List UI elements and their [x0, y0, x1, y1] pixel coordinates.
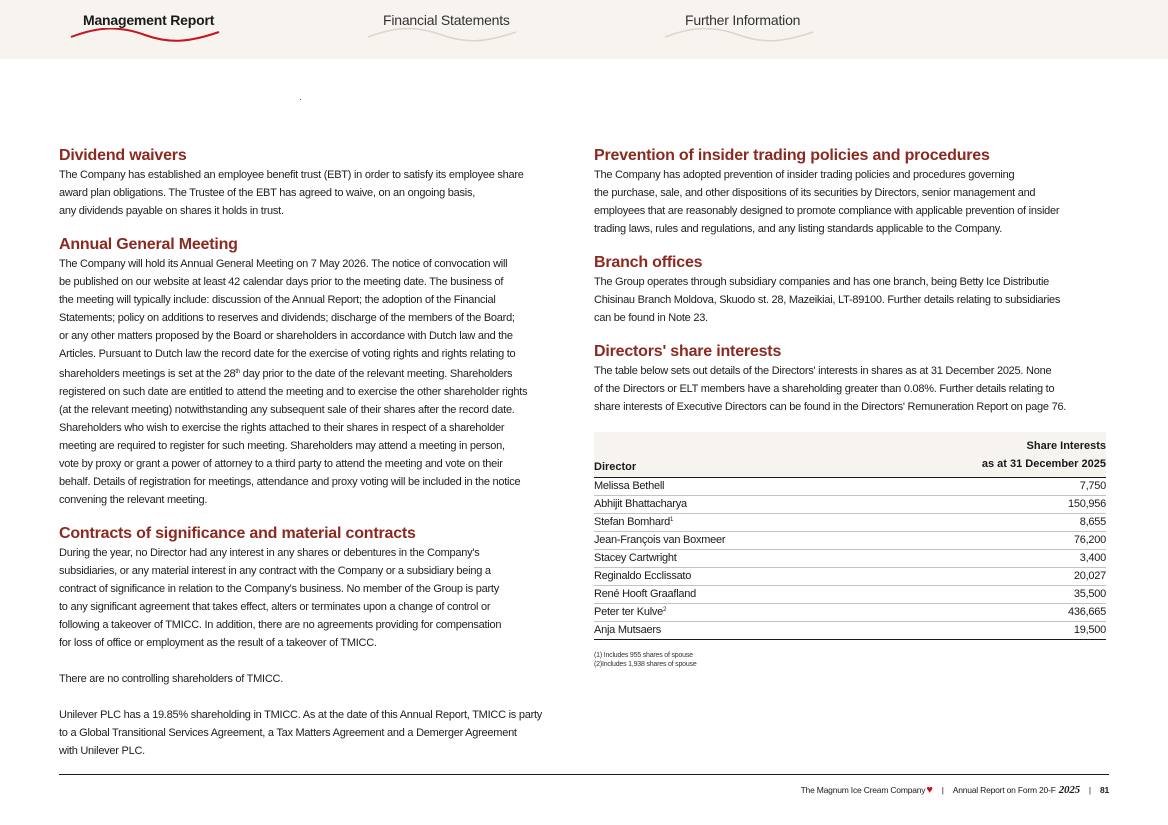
table-row: [594, 532, 1106, 550]
director-name: Jean-François van Boxmeer: [594, 534, 726, 546]
table-row: [594, 586, 1106, 604]
share-value: 20,027: [1073, 570, 1106, 582]
table-row: [594, 604, 1106, 622]
insider-trading-section: [594, 146, 1108, 238]
section-text: The Company has adopted prevention of insider trading policies and procedures governing the purchase, sale, and other dispositions of its securities by Directors, senior management and employees that are reasonably designed to promote compliance with applicable prevention of insider trading laws, rules and regulations, and any listing standards applicable to the Company.: [594, 169, 1060, 235]
section-heading: Contracts of significance and material contracts: [59, 525, 416, 542]
director-name: René Hooft Graafland: [594, 588, 697, 600]
ordinal-suffix: th: [235, 369, 240, 375]
page-footer: [801, 784, 1109, 796]
footer-rule: [59, 774, 1109, 775]
active-tab-wave: [70, 28, 220, 42]
section-heading: Dividend waivers: [59, 147, 187, 164]
agm-text-part-b: day prior to the date of the relevant meeting. Shareholders registered on such date are entitled to attend the meeting and to exercise the other shareholder rights (at the relevant meeting) notwithstanding any subsequent sale of their shares after the record date. Shareholders who wish to exercise the rights attached to their shares in respect of a shareholder meeting are required to register for such meeting. Shareholders may attend a meeting in person, vote by proxy or grant a power of attorney to a third party to attend the meeting and vote on their behalf. Details of registration for meetings, attendance and proxy voting will be included in the notice convening the relevant meeting.: [59, 368, 528, 506]
section-text: Unilever PLC has a 19.85% shareholding in TMICC. As at the date of this Annual Report, TMICC is party to a Global Transitional Services Agreement, a Tax Matters Agreement and a Demerger Agreement with Unilever PLC.: [59, 709, 543, 757]
tab-further-information[interactable]: Further Information: [685, 12, 801, 28]
share-interests-table: [594, 432, 1106, 640]
column-header-share-interests: [982, 437, 1106, 473]
share-value: 7,750: [1079, 480, 1106, 492]
left-column: [59, 146, 579, 760]
section-heading: Prevention of insider trading policies and procedures: [594, 147, 990, 164]
footnote: (2)Includes 1,938 shares of spouse: [594, 661, 697, 668]
director-name: Stacey Cartwright: [594, 552, 677, 564]
table-row: [594, 496, 1106, 514]
column-header-line: Share Interests: [1026, 440, 1106, 452]
right-column: [594, 146, 1108, 669]
agm-section: [59, 235, 579, 509]
director-name: Melissa Bethell: [594, 480, 665, 492]
director-name: Anja Mutsaers: [594, 624, 662, 636]
branch-offices-section: [594, 253, 1108, 327]
table-row: [594, 514, 1106, 532]
tab-financial-statements[interactable]: Financial Statements: [383, 12, 510, 28]
footnote: (1) Includes 955 shares of spouse: [594, 652, 693, 659]
directors-share-interests-section: [594, 342, 1108, 669]
section-text: The table below sets out details of the Directors' interests in shares as at 31 December 2025. None of the Directors or ELT members have a shareholding greater than 0.08%. Further details relating to share interests of Executive Directors can be found in the Directors' Remuneration Report on page 76.: [594, 365, 1067, 413]
footer-report: Annual Report on Form 20-F: [952, 785, 1056, 795]
contracts-section: [59, 524, 579, 760]
footer-year: 2025: [1058, 784, 1080, 796]
table-row: [594, 622, 1106, 640]
table-footnotes: [594, 651, 1108, 669]
section-heading: Annual General Meeting: [59, 236, 238, 253]
footer-separator: |: [941, 785, 944, 795]
agm-text-part-a: The Company will hold its Annual General Meeting on 7 May 2026. The notice of convocation will be published on our website at least 42 calendar days prior to the meeting date. The business of the meeting will typically include: discussion of the Annual Report; the adoption of the Financial Statements; policy on additions to reserves and dividends; discharge of the members of the Board; or any other matters proposed by the Board or shareholders in accordance with Dutch law and the Articles. Pursuant to Dutch law the record date for the exercise of voting rights and rights relating to shareholders meetings is set at the 28: [59, 258, 516, 380]
share-value: 8,655: [1079, 516, 1106, 528]
share-value: 436,665: [1067, 606, 1106, 618]
director-name: Abhijit Bhattacharya: [594, 498, 687, 510]
table-row: [594, 568, 1106, 586]
director-name: Peter ter Kulve$^2$: [594, 606, 667, 618]
heart-icon: ♥: [926, 784, 933, 796]
tab-wave: [367, 28, 517, 42]
footer-separator: |: [1088, 785, 1091, 795]
section-text: [59, 255, 579, 509]
section-text: The Group operates through subsidiary companies and has one branch, being Betty Ice Distributie Chisinau Branch Moldova, Skuodo st. 28, Mazeikiai, LT-89100. Further details relating to subsidiaries can be found in Note 23.: [594, 276, 1061, 324]
top-navigation: [0, 0, 1168, 59]
table-body: [594, 478, 1106, 640]
column-header-director: Director: [594, 461, 637, 473]
share-value: 19,500: [1073, 624, 1106, 636]
share-value: 35,500: [1073, 588, 1106, 600]
share-value: 76,200: [1073, 534, 1106, 546]
stray-dot: [300, 99, 301, 100]
table-row: [594, 478, 1106, 496]
tab-wave: [664, 28, 814, 42]
footer-company: The Magnum Ice Cream Company: [800, 785, 926, 795]
section-text: The Company has established an employee benefit trust (EBT) in order to satisfy its employee share award plan obligations. The Trustee of the EBT has agreed to waive, on an ongoing basis, any dividends payable on shares it holds in trust.: [59, 169, 524, 217]
director-name: Stefan Bomhard$^1$: [594, 516, 674, 528]
section-heading: Branch offices: [594, 254, 703, 271]
section-text: There are no controlling shareholders of TMICC.: [59, 673, 284, 685]
page-number: 81: [1099, 785, 1109, 795]
dividend-waivers-section: [59, 146, 579, 220]
share-value: 3,400: [1079, 552, 1106, 564]
table-row: [594, 550, 1106, 568]
share-value: 150,956: [1067, 498, 1106, 510]
section-heading: Directors' share interests: [594, 343, 782, 360]
column-header-line: as at 31 December 2025: [981, 458, 1106, 470]
section-text: During the year, no Director had any interest in any shares or debentures in the Company's subsidiaries, or any material interest in any contract with the Company or a subsidiary being a contract of significance in relation to the Company's business. No member of the Group is party to any significant agreement that takes effect, alters or terminates upon a change of control or following a takeover of TMICC. In addition, there are no agreements providing for compensation for loss of office or employment as the result of a takeover of TMICC.: [59, 547, 502, 649]
table-header: [594, 432, 1106, 478]
tab-management-report[interactable]: Management Report: [83, 12, 215, 28]
director-name: Reginaldo Ecclissato: [594, 570, 692, 582]
